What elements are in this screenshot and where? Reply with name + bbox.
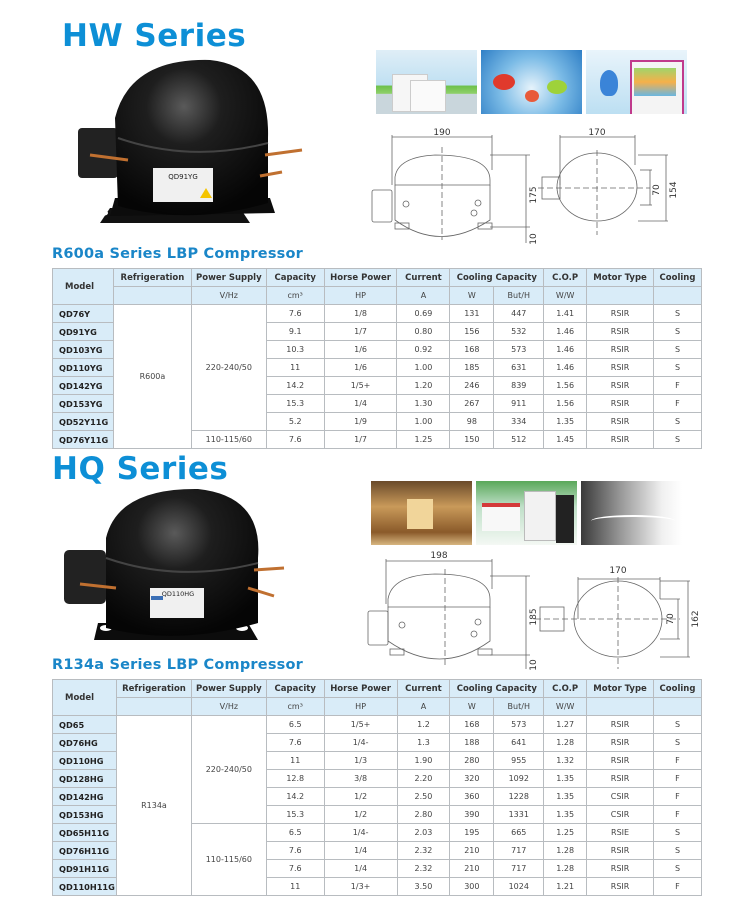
hq-table-title: R134a Series LBP Compressor	[52, 657, 303, 673]
header-current: Current	[397, 269, 450, 287]
motor-cell: RSIR	[587, 716, 654, 734]
btuh-cell: 717	[494, 860, 544, 878]
w-cell: 156	[450, 323, 494, 341]
svg-text:170: 170	[609, 566, 627, 576]
w-cell: 320	[450, 770, 494, 788]
hw-table-body	[53, 305, 702, 449]
svg-text:198: 198	[430, 551, 448, 561]
cop-cell: 1.41	[544, 305, 587, 323]
current-cell: 0.80	[397, 323, 450, 341]
header-cooling: Cooling	[653, 269, 701, 287]
btuh-cell: 911	[494, 395, 544, 413]
capacity-cell: 12.8	[266, 770, 324, 788]
hw-table-title: R600a Series LBP Compressor	[52, 246, 303, 262]
current-cell: 0.92	[397, 341, 450, 359]
hw-spec-table	[52, 268, 702, 449]
header-cooling-capacity: Cooling Capacity	[450, 680, 544, 698]
cop-cell: 1.28	[544, 734, 587, 752]
current-cell: 1.25	[397, 431, 450, 449]
hq-dimension-drawing	[350, 549, 740, 674]
w-cell: 390	[450, 806, 494, 824]
cooling-cell: S	[653, 341, 701, 359]
power-supply-cell: 110-115/60	[191, 824, 266, 896]
motor-cell: RSIR	[587, 323, 654, 341]
unit-btuh: But/H	[494, 698, 544, 716]
model-cell: QD76Y11G	[53, 431, 114, 449]
unit-ww: W/W	[544, 287, 587, 305]
capacity-cell: 15.3	[266, 806, 324, 824]
motor-cell: CSIR	[587, 806, 654, 824]
water-splash-photo	[581, 481, 682, 545]
header-motor-type: Motor Type	[587, 269, 654, 287]
hp-cell: 1/2	[324, 806, 397, 824]
w-cell: 210	[450, 860, 494, 878]
model-cell: QD142HG	[53, 788, 117, 806]
unit-w: W	[450, 698, 494, 716]
capacity-cell: 7.6	[266, 860, 324, 878]
capacity-cell: 14.2	[266, 377, 324, 395]
current-cell: 0.69	[397, 305, 450, 323]
unit-a: A	[397, 698, 450, 716]
motor-cell: RSIR	[587, 878, 654, 896]
svg-text:190: 190	[433, 128, 451, 138]
header-model: Model	[53, 269, 114, 305]
motor-cell: RSIR	[587, 842, 654, 860]
cop-cell: 1.28	[544, 842, 587, 860]
model-cell: QD91H11G	[53, 860, 117, 878]
table-row	[53, 716, 702, 734]
model-cell: QD76HG	[53, 734, 117, 752]
capacity-cell: 9.1	[266, 323, 324, 341]
model-cell: QD110H11G	[53, 878, 117, 896]
svg-text:185: 185	[529, 608, 539, 626]
cop-cell: 1.35	[544, 770, 587, 788]
hp-cell: 1/5+	[324, 377, 397, 395]
unit-hp: HP	[324, 698, 397, 716]
power-supply-cell: 220-240/50	[191, 305, 266, 431]
header-refrigeration: Refrigeration	[113, 269, 191, 287]
capacity-cell: 11	[266, 878, 324, 896]
table-row	[53, 305, 702, 323]
btuh-cell: 334	[494, 413, 544, 431]
model-cell: QD65H11G	[53, 824, 117, 842]
hp-cell: 1/6	[324, 359, 397, 377]
hp-cell: 1/3+	[324, 878, 397, 896]
header-power-supply: Power Supply	[191, 680, 266, 698]
cop-cell: 1.45	[544, 431, 587, 449]
motor-cell: RSIR	[587, 395, 654, 413]
cooling-cell: F	[653, 377, 701, 395]
current-cell: 1.00	[397, 413, 450, 431]
model-cell: QD52Y11G	[53, 413, 114, 431]
header-motor-type: Motor Type	[587, 680, 654, 698]
motor-cell: CSIR	[587, 788, 654, 806]
cooling-cell: S	[653, 359, 701, 377]
hw-dimension-drawing	[350, 125, 740, 245]
unit-ww: W/W	[544, 698, 587, 716]
hq-series-title: HQ Series	[52, 451, 229, 487]
hp-cell: 1/9	[324, 413, 397, 431]
current-cell: 2.80	[397, 806, 450, 824]
hp-cell: 1/4-	[324, 824, 397, 842]
cop-cell: 1.21	[544, 878, 587, 896]
hp-cell: 3/8	[324, 770, 397, 788]
cop-cell: 1.56	[544, 395, 587, 413]
hp-cell: 1/4	[324, 860, 397, 878]
btuh-cell: 631	[494, 359, 544, 377]
w-cell: 267	[450, 395, 494, 413]
w-cell: 195	[450, 824, 494, 842]
motor-cell: RSIR	[587, 734, 654, 752]
header-refrigeration: Refrigeration	[116, 680, 191, 698]
hp-cell: 1/4-	[324, 734, 397, 752]
hp-cell: 1/7	[324, 323, 397, 341]
svg-text:170: 170	[588, 128, 606, 138]
header-model: Model	[53, 680, 117, 716]
w-cell: 168	[450, 716, 494, 734]
btuh-cell: 641	[494, 734, 544, 752]
unit-w: W	[450, 287, 494, 305]
w-cell: 185	[450, 359, 494, 377]
current-cell: 3.50	[397, 878, 450, 896]
current-cell: 1.30	[397, 395, 450, 413]
motor-cell: RSIR	[587, 860, 654, 878]
model-cell: QD153HG	[53, 806, 117, 824]
w-cell: 131	[450, 305, 494, 323]
hp-cell: 1/4	[324, 395, 397, 413]
header-cooling-capacity: Cooling Capacity	[450, 269, 544, 287]
svg-text:162: 162	[691, 610, 701, 628]
model-cell: QD110YG	[53, 359, 114, 377]
btuh-cell: 955	[494, 752, 544, 770]
cooling-cell: S	[653, 305, 701, 323]
capacity-cell: 7.6	[266, 431, 324, 449]
motor-cell: RSIR	[587, 431, 654, 449]
cooling-cell: F	[653, 878, 701, 896]
current-cell: 2.32	[397, 860, 450, 878]
header-horse-power: Horse Power	[324, 269, 397, 287]
freezer-photo	[376, 50, 477, 114]
cop-cell: 1.25	[544, 824, 587, 842]
model-cell: QD103YG	[53, 341, 114, 359]
unit-a: A	[397, 287, 450, 305]
current-cell: 1.20	[397, 377, 450, 395]
cooling-cell: S	[653, 734, 701, 752]
ice-fruit-photo	[481, 50, 582, 114]
header-cooling: Cooling	[653, 680, 701, 698]
capacity-cell: 5.2	[266, 413, 324, 431]
w-cell: 246	[450, 377, 494, 395]
header-horse-power: Horse Power	[324, 680, 397, 698]
cop-cell: 1.27	[544, 716, 587, 734]
unit-cm3: cm³	[266, 287, 324, 305]
motor-cell: RSIE	[587, 824, 654, 842]
btuh-cell: 512	[494, 431, 544, 449]
model-cell: QD65	[53, 716, 117, 734]
btuh-cell: 447	[494, 305, 544, 323]
capacity-cell: 11	[266, 359, 324, 377]
w-cell: 188	[450, 734, 494, 752]
cooling-cell: F	[653, 752, 701, 770]
unit-hp: HP	[324, 287, 397, 305]
cop-cell: 1.46	[544, 341, 587, 359]
display-cabinet-photo	[586, 50, 687, 114]
btuh-cell: 532	[494, 323, 544, 341]
hp-cell: 1/7	[324, 431, 397, 449]
unit-vhz: V/Hz	[191, 287, 266, 305]
header-power-supply: Power Supply	[191, 269, 266, 287]
btuh-cell: 573	[494, 341, 544, 359]
model-cell: QD128HG	[53, 770, 117, 788]
header-cop: C.O.P	[544, 680, 587, 698]
store-interior-photo	[371, 481, 472, 545]
current-cell: 2.50	[397, 788, 450, 806]
cop-cell: 1.35	[544, 806, 587, 824]
current-cell: 1.00	[397, 359, 450, 377]
refrigerant-cell: R134a	[116, 716, 191, 896]
hq-compressor-image	[58, 488, 298, 648]
header-cop: C.O.P	[544, 269, 587, 287]
motor-cell: RSIR	[587, 770, 654, 788]
motor-cell: RSIR	[587, 377, 654, 395]
w-cell: 300	[450, 878, 494, 896]
cooling-cell: S	[653, 413, 701, 431]
cop-cell: 1.46	[544, 359, 587, 377]
svg-text:70: 70	[666, 613, 676, 625]
hp-cell: 1/2	[324, 788, 397, 806]
hq-application-photos	[371, 481, 682, 545]
cooling-cell: F	[653, 395, 701, 413]
btuh-cell: 573	[494, 716, 544, 734]
motor-cell: RSIR	[587, 413, 654, 431]
current-cell: 1.2	[397, 716, 450, 734]
motor-cell: RSIR	[587, 305, 654, 323]
capacity-cell: 7.6	[266, 734, 324, 752]
capacity-cell: 15.3	[266, 395, 324, 413]
cooling-cell: S	[653, 842, 701, 860]
w-cell: 168	[450, 341, 494, 359]
current-cell: 2.20	[397, 770, 450, 788]
hw-compressor-image	[70, 58, 310, 228]
capacity-cell: 6.5	[266, 716, 324, 734]
svg-text:175: 175	[529, 186, 539, 204]
unit-vhz: V/Hz	[191, 698, 266, 716]
btuh-cell: 1331	[494, 806, 544, 824]
hp-cell: 1/6	[324, 341, 397, 359]
header-capacity: Capacity	[266, 680, 324, 698]
svg-text:10: 10	[529, 659, 539, 671]
power-supply-cell: 110-115/60	[191, 431, 266, 449]
btuh-cell: 1092	[494, 770, 544, 788]
btuh-cell: 665	[494, 824, 544, 842]
w-cell: 98	[450, 413, 494, 431]
capacity-cell: 14.2	[266, 788, 324, 806]
model-cell: QD142YG	[53, 377, 114, 395]
cooling-cell: S	[653, 323, 701, 341]
capacity-cell: 10.3	[266, 341, 324, 359]
freezers-photo	[476, 481, 577, 545]
cooling-cell: S	[653, 716, 701, 734]
model-cell: QD76H11G	[53, 842, 117, 860]
svg-text:QD110HG: QD110HG	[161, 590, 195, 598]
model-cell: QD110HG	[53, 752, 117, 770]
btuh-cell: 1228	[494, 788, 544, 806]
hp-cell: 1/4	[324, 842, 397, 860]
svg-text:70: 70	[652, 184, 662, 196]
refrigerant-cell: R600a	[113, 305, 191, 449]
cooling-cell: S	[653, 431, 701, 449]
hw-series-title: HW Series	[62, 18, 247, 54]
unit-btuh: But/H	[494, 287, 544, 305]
cooling-cell: F	[653, 770, 701, 788]
cop-cell: 1.35	[544, 788, 587, 806]
hw-application-photos	[376, 50, 687, 114]
motor-cell: RSIR	[587, 359, 654, 377]
w-cell: 150	[450, 431, 494, 449]
hq-spec-table	[52, 679, 702, 896]
w-cell: 210	[450, 842, 494, 860]
header-capacity: Capacity	[266, 269, 324, 287]
hp-cell: 1/5+	[324, 716, 397, 734]
model-cell: QD76Y	[53, 305, 114, 323]
hp-cell: 1/8	[324, 305, 397, 323]
cooling-cell: S	[653, 860, 701, 878]
btuh-cell: 717	[494, 842, 544, 860]
hq-table-body	[53, 716, 702, 896]
capacity-cell: 7.6	[266, 842, 324, 860]
unit-cm3: cm³	[266, 698, 324, 716]
current-cell: 1.90	[397, 752, 450, 770]
header-current: Current	[397, 680, 450, 698]
current-cell: 2.32	[397, 842, 450, 860]
svg-text:10: 10	[529, 233, 539, 245]
btuh-cell: 1024	[494, 878, 544, 896]
btuh-cell: 839	[494, 377, 544, 395]
motor-cell: RSIR	[587, 752, 654, 770]
svg-text:154: 154	[669, 181, 679, 199]
cop-cell: 1.32	[544, 752, 587, 770]
current-cell: 2.03	[397, 824, 450, 842]
capacity-cell: 6.5	[266, 824, 324, 842]
cooling-cell: S	[653, 824, 701, 842]
capacity-cell: 11	[266, 752, 324, 770]
current-cell: 1.3	[397, 734, 450, 752]
w-cell: 280	[450, 752, 494, 770]
cooling-cell: F	[653, 788, 701, 806]
hp-cell: 1/3	[324, 752, 397, 770]
cop-cell: 1.56	[544, 377, 587, 395]
power-supply-cell: 220-240/50	[191, 716, 266, 824]
cop-cell: 1.46	[544, 323, 587, 341]
cop-cell: 1.28	[544, 860, 587, 878]
w-cell: 360	[450, 788, 494, 806]
svg-text:QD91YG: QD91YG	[168, 173, 198, 181]
cop-cell: 1.35	[544, 413, 587, 431]
cooling-cell: F	[653, 806, 701, 824]
model-cell: QD153YG	[53, 395, 114, 413]
motor-cell: RSIR	[587, 341, 654, 359]
model-cell: QD91YG	[53, 323, 114, 341]
capacity-cell: 7.6	[266, 305, 324, 323]
